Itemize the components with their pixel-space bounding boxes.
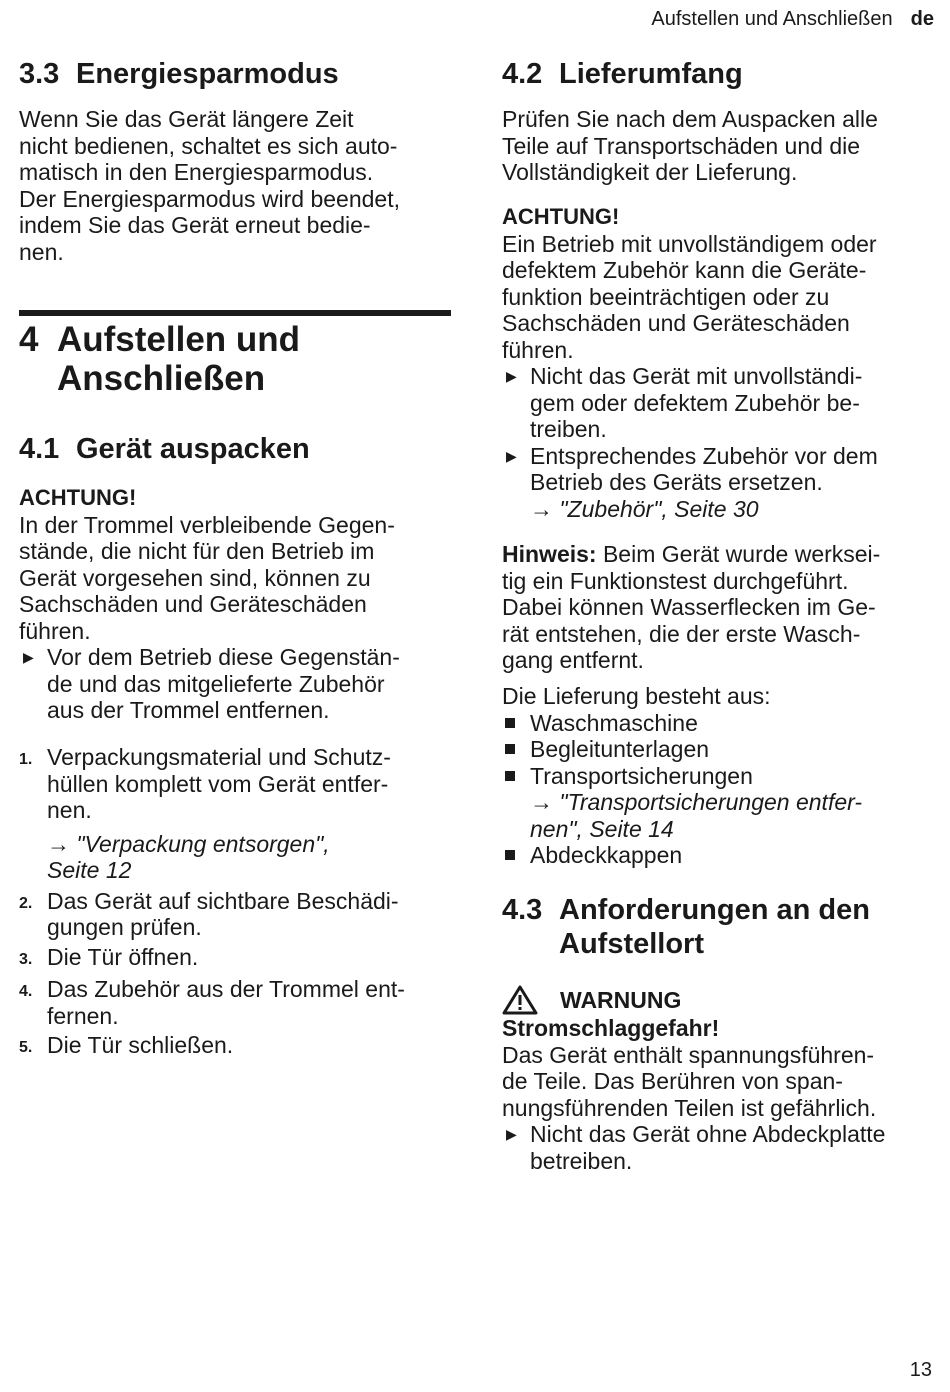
delivery-list [502, 683, 942, 869]
text-line: Wenn Sie das Gerät längere Zeit [19, 106, 354, 132]
text-line: Entsprechendes Zubehör vor dem [530, 442, 878, 469]
arrow-icon: → [47, 830, 70, 857]
caution-label: ACHTUNG! [502, 204, 620, 229]
running-header [651, 8, 934, 31]
text-line: führen. [502, 336, 574, 363]
bullet-marker: ▶ [506, 447, 517, 464]
section-heading-line [502, 927, 870, 961]
section-4-2-caution [502, 204, 942, 522]
text-line: Die Tür schließen. [47, 1032, 234, 1058]
page-number: 13 [909, 1359, 932, 1381]
section-4-1-heading [19, 432, 310, 466]
chapter-rule [19, 310, 451, 316]
arrow-icon: → [530, 495, 553, 522]
list-item [502, 763, 942, 843]
section-heading-line [502, 893, 870, 927]
text-line: Ein Betrieb mit unvollständigem oder [502, 230, 877, 257]
hint-block [502, 541, 942, 674]
section-title-line2: Aufstellort [559, 928, 704, 960]
text-line: Waschmaschine [530, 709, 698, 736]
step-item [19, 888, 459, 941]
text-line: nen. [19, 238, 64, 265]
section-title: Lieferumfang [559, 58, 743, 90]
warning-triangle-icon [502, 985, 538, 1015]
text-line: Das Zubehör aus der Trommel ent- [47, 976, 405, 1002]
chapter-title-line1: Aufstellen und [57, 320, 301, 359]
text-line: Vollständigkeit der Lieferung. [502, 159, 798, 185]
xref-text: "Verpackung entsorgen", [76, 830, 330, 857]
step-number: 1. [19, 751, 33, 768]
delivery-intro: Die Lieferung besteht aus: [502, 683, 771, 709]
action-item [502, 443, 942, 523]
section-number: 4.3 [502, 894, 543, 926]
section-number: 4.1 [19, 433, 60, 465]
text-line: nungsführenden Teilen ist gefährlich. [502, 1094, 877, 1121]
text-line: Teile auf Transportschäden und die [502, 132, 861, 159]
text-line: Begleitunterlagen [530, 736, 710, 762]
section-4-1-body [19, 485, 459, 724]
chapter-title-line2: Anschließen [57, 359, 266, 398]
warning-label: WARNUNG [560, 986, 682, 1013]
text-line: treiben. [530, 416, 607, 442]
list-item [502, 710, 942, 737]
text-line: Dabei können Wasserflecken im Ge- [502, 594, 876, 620]
list-item [502, 736, 942, 763]
text-line: betreiben. [530, 1147, 633, 1174]
bullet-marker: ▶ [506, 1126, 517, 1142]
text-line: funktion beeinträchtigen oder zu [502, 283, 830, 310]
square-bullet-icon [502, 763, 530, 843]
square-bullet-icon [502, 842, 530, 869]
text-line: Betrieb des Geräts ersetzen. [530, 469, 823, 495]
list-item [502, 842, 942, 869]
text-line: Transportsicherungen [530, 762, 753, 789]
text-line: Das Gerät enthält spannungsführen- [502, 1041, 875, 1068]
text-line: gem oder defektem Zubehör be- [530, 389, 860, 416]
chapter-number: 4 [19, 320, 39, 359]
hint-text: Beim Gerät wurde werksei- [596, 541, 881, 567]
text-line: führen. [19, 617, 91, 644]
section-4-2-intro [502, 106, 942, 186]
caution-label: ACHTUNG! [19, 485, 137, 510]
steps-list [19, 744, 459, 1062]
text-line: In der Trommel verbleibende Gegen- [19, 511, 395, 538]
section-title-line1: Anforderungen an den [559, 894, 870, 926]
text-line: Verpackungsmaterial und Schutz- [47, 744, 391, 770]
text-line: gang entfernt. [502, 647, 644, 673]
text-line: rät entstehen, die der erste Wasch- [502, 620, 861, 647]
text-line: de und das mitgelieferte Zubehör [47, 670, 385, 697]
text-line: nen. [47, 797, 92, 823]
warning-block [502, 985, 942, 1174]
chapter-heading-line [19, 320, 300, 359]
step-number: 2. [19, 894, 33, 912]
arrow-icon: → [530, 789, 553, 815]
chapter-heading-line [19, 359, 300, 398]
text-line: Prüfen Sie nach dem Auspacken alle [502, 106, 878, 132]
text-line: Abdeckkappen [530, 842, 683, 868]
section-title: Gerät auspacken [76, 433, 310, 465]
bullet-marker: ▶ [23, 649, 34, 665]
text-line: defektem Zubehör kann die Geräte- [502, 257, 867, 283]
running-header-section: Aufstellen und Anschließen [651, 8, 893, 30]
step-number: 4. [19, 983, 33, 1000]
text-line: Nicht das Gerät mit unvollständi- [530, 363, 863, 389]
step-item [19, 1032, 459, 1062]
text-line: matisch in den Energiesparmodus. [19, 159, 374, 185]
step-item [19, 744, 459, 884]
text-line: Sachschäden und Geräteschäden [502, 310, 850, 336]
step-number: 3. [19, 950, 33, 968]
text-line: fernen. [47, 1002, 119, 1029]
cross-reference [530, 789, 862, 842]
step-item [19, 976, 459, 1029]
action-item [502, 363, 942, 443]
action-item [502, 1121, 942, 1174]
language-code: de [910, 8, 934, 30]
text-line: Sachschäden und Geräteschäden [19, 591, 367, 617]
danger-label: Stromschlaggefahr! [502, 1015, 720, 1041]
square-bullet-icon [502, 736, 530, 763]
bullet-marker: ▶ [506, 368, 517, 384]
text-line: Der Energiesparmodus wird beendet, [19, 185, 400, 212]
text-line: nicht bedienen, schaltet es sich auto- [19, 132, 398, 159]
text-line: Nicht das Gerät ohne Abdeckplatte [530, 1121, 886, 1147]
section-3-3-text [19, 106, 459, 265]
xref-text: nen", Seite 14 [530, 815, 674, 842]
text-line: Gerät vorgesehen sind, können zu [19, 564, 371, 591]
section-3-3-heading [19, 57, 339, 91]
section-number: 3.3 [19, 58, 60, 90]
text-line: stände, die nicht für den Betrieb im [19, 538, 375, 564]
xref-text: "Zubehör", Seite 30 [559, 495, 759, 522]
step-item [19, 944, 459, 974]
section-4-3-heading [502, 893, 870, 961]
cross-reference [530, 496, 878, 523]
xref-text: "Transportsicherungen entfer- [559, 789, 863, 815]
text-line: Die Tür öffnen. [47, 943, 199, 970]
xref-text: Seite 12 [47, 857, 132, 883]
square-bullet-icon [502, 710, 530, 737]
section-4-2-heading [502, 57, 743, 91]
text-line: Das Gerät auf sichtbare Beschädi- [47, 887, 399, 914]
section-title: Energiesparmodus [76, 58, 339, 90]
text-line: de Teile. Das Berühren von span- [502, 1068, 843, 1094]
text-line: aus der Trommel entfernen. [47, 697, 330, 723]
chapter-4-heading [19, 320, 300, 398]
text-line: Vor dem Betrieb diese Gegenstän- [47, 644, 400, 670]
step-number: 5. [19, 1039, 33, 1056]
section-number: 4.2 [502, 58, 543, 90]
cross-reference [47, 831, 391, 884]
text-line: gungen prüfen. [47, 914, 202, 940]
action-item [19, 644, 459, 724]
text-line: hüllen komplett vom Gerät entfer- [47, 770, 389, 797]
text-line: tig ein Funktionstest durchgeführt. [502, 567, 849, 594]
text-line: indem Sie das Gerät erneut bedie- [19, 212, 371, 238]
hint-label: Hinweis: [502, 541, 597, 567]
text-line [502, 541, 942, 568]
warning-title [502, 985, 942, 1015]
